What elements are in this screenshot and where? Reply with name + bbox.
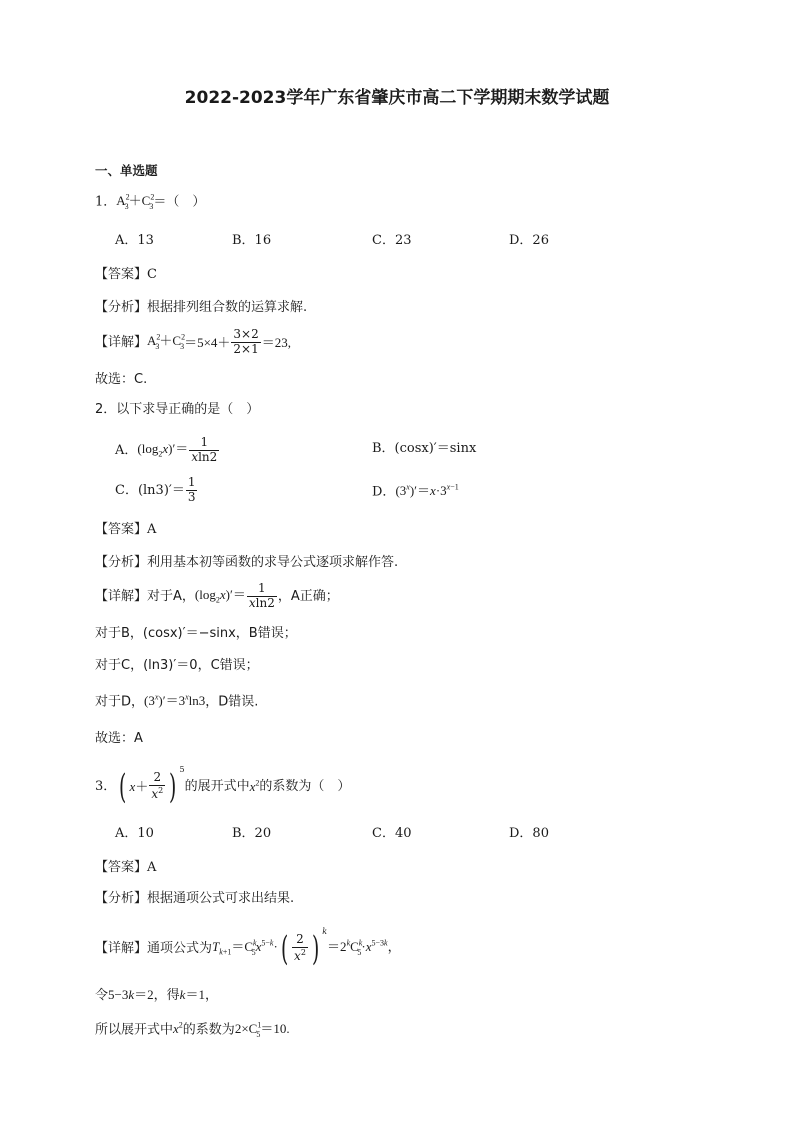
q1-analysis-text: 根据排列组合数的运算求解. — [147, 300, 308, 315]
answer-tag: 【答案】 — [95, 522, 148, 537]
detail-tag: 【详解】 — [95, 941, 148, 956]
q2-stem: 2．以下求导正确的是（ ） — [95, 402, 260, 417]
q3-right-paren: ) — [169, 766, 177, 807]
q3-option-d[interactable]: D．80 — [509, 826, 549, 841]
q1-stem — [95, 194, 205, 211]
q3-option-c[interactable]: C．40 — [372, 826, 412, 841]
q3-detail: 【详解】通项公式为$T_{k+1}=C^k_5x^{5-k}\cdot$( $\frac{2}{x^2}$ ) $^k=2^kC^k_5\cdot x^{5-3k}$， — [95, 927, 401, 969]
q3-answer — [95, 861, 156, 874]
q1-number: 1． — [95, 194, 117, 210]
q2-detail-a-tail: ，A正确； — [277, 588, 339, 604]
q1-fraction-denominator: 2×1 — [233, 341, 259, 356]
q3-answer-value: A — [147, 860, 157, 875]
q3-so-label: 所以展开式中 — [95, 1022, 174, 1038]
q3-analysis — [95, 892, 294, 905]
q3-stem: 3．( x＋ $\frac{2}{x^2}$ ) $^5$的展开式中$x^2$的系数为（ ） — [95, 765, 351, 807]
page-title: 2022-2023学年广东省肇庆市高二下学期期末数学试题 — [184, 88, 610, 108]
q3-so-line: 所以展开式中$x^2$的系数为$2\times C^1_5=10$. — [95, 1021, 290, 1039]
q3-detail-head: 通项公式为 — [147, 941, 213, 956]
q1-stem-tail: ＝（ ） — [153, 194, 206, 210]
q2-option-c-fraction: $\frac{1}{3}$ — [187, 475, 196, 504]
q1-expression: $A^2_3+C^2_3$ — [116, 193, 155, 211]
q2-analysis-text: 利用基本初等函数的求导公式逐项求解作答. — [147, 555, 399, 570]
q1-detail-expr: $A^2_3+C^2_3$ — [147, 332, 186, 351]
analysis-tag: 【分析】 — [95, 891, 148, 906]
q2-option-d-expr: $(3^x)'=x\cdot 3^{x-1}$ — [395, 483, 459, 499]
section-heading: 一、单选题 — [95, 163, 158, 178]
analysis-tag: 【分析】 — [95, 555, 148, 570]
q2-option-a[interactable] — [115, 436, 220, 465]
q1-conclusion: 故选：C. — [95, 372, 148, 387]
q2-detail-a-fraction: $\frac{1}{xln2}$ — [248, 581, 275, 610]
q1-detail-head: ＝5×4＋ — [184, 334, 231, 350]
q3-let-line: 令5−3k＝2，得k＝1， — [95, 987, 218, 1003]
q2-detail-b: 对于B，(cosx)′＝−sinx，B错误； — [95, 626, 297, 641]
q1-answer-value: C — [147, 267, 157, 282]
q3-let-mid: ，得 — [153, 988, 180, 1003]
q3-detail-expr: $T_{k+1}=C^k_5x^{5-k}\cdot$ — [212, 939, 278, 957]
q2-detail-a-expr: $(\log_2x)'=$ — [194, 587, 246, 605]
q2-detail-d-tail: ，D错误. — [205, 694, 259, 710]
q3-detail-fraction: $\frac{2}{x^2}$ — [294, 932, 306, 963]
q3-option-b[interactable]: B．20 — [232, 826, 272, 841]
q3-stem-tail: 的展开式中 — [184, 779, 250, 794]
q3-analysis-text: 根据通项公式可求出结果. — [147, 891, 295, 906]
q3-number: 3． — [95, 779, 117, 794]
q2-detail-c: 对于C，(ln3)′＝0，C错误； — [95, 658, 259, 673]
q2-option-a-fraction: $\frac{1}{xln2}$ — [191, 435, 218, 464]
detail-tag: 【详解】 — [95, 588, 148, 604]
answer-tag: 【答案】 — [95, 267, 148, 282]
q1-fraction-numerator: 3×2 — [233, 327, 259, 341]
q1-analysis — [95, 301, 307, 314]
analysis-tag: 【分析】 — [95, 300, 148, 315]
q3-so-mid: 的系数为 — [182, 1022, 235, 1038]
detail-tag: 【详解】 — [95, 334, 148, 350]
q2-option-a-expr: $(\log_2x)'=$ — [137, 441, 189, 459]
q2-option-d-label: D． — [372, 484, 396, 500]
q2-option-b[interactable]: B．(cosx)′＝sinx — [372, 441, 477, 456]
q1-option-c[interactable]: C．23 — [372, 233, 412, 248]
q2-option-c-label: C．(ln3)′＝ — [115, 482, 185, 498]
q2-detail-d-label: 对于D， — [95, 694, 145, 710]
q1-answer — [95, 268, 157, 281]
q1-fraction — [231, 328, 260, 357]
q2-option-c[interactable] — [115, 476, 198, 505]
q3-left-paren: ( — [119, 766, 127, 807]
q2-option-d[interactable] — [372, 484, 459, 498]
q3-fraction: $\frac{2}{x^2}$ — [151, 770, 164, 801]
q2-detail-a — [95, 582, 339, 611]
q2-option-a-label: A． — [115, 442, 138, 458]
q1-detail — [95, 328, 291, 357]
q1-option-a[interactable]: A．13 — [115, 233, 154, 248]
q3-option-a[interactable]: A．10 — [115, 826, 154, 841]
q2-detail-d-expr: $(3^x)'=3^x\ln 3$ — [144, 693, 206, 709]
q3-let-label: 令 — [95, 988, 109, 1003]
q1-option-d[interactable]: D．26 — [509, 233, 549, 248]
q2-detail-d — [95, 694, 258, 708]
q2-analysis — [95, 556, 398, 569]
q1-option-b[interactable]: B．16 — [232, 233, 272, 248]
q2-conclusion: 故选：A — [95, 731, 143, 746]
q2-answer-value: A — [147, 522, 157, 537]
q3-stem-end: 的系数为（ ） — [259, 779, 351, 794]
answer-tag: 【答案】 — [95, 860, 148, 875]
q2-detail-a-label: 对于A， — [147, 588, 195, 604]
q2-answer — [95, 523, 156, 536]
q1-detail-tail: ＝23, — [261, 334, 292, 350]
